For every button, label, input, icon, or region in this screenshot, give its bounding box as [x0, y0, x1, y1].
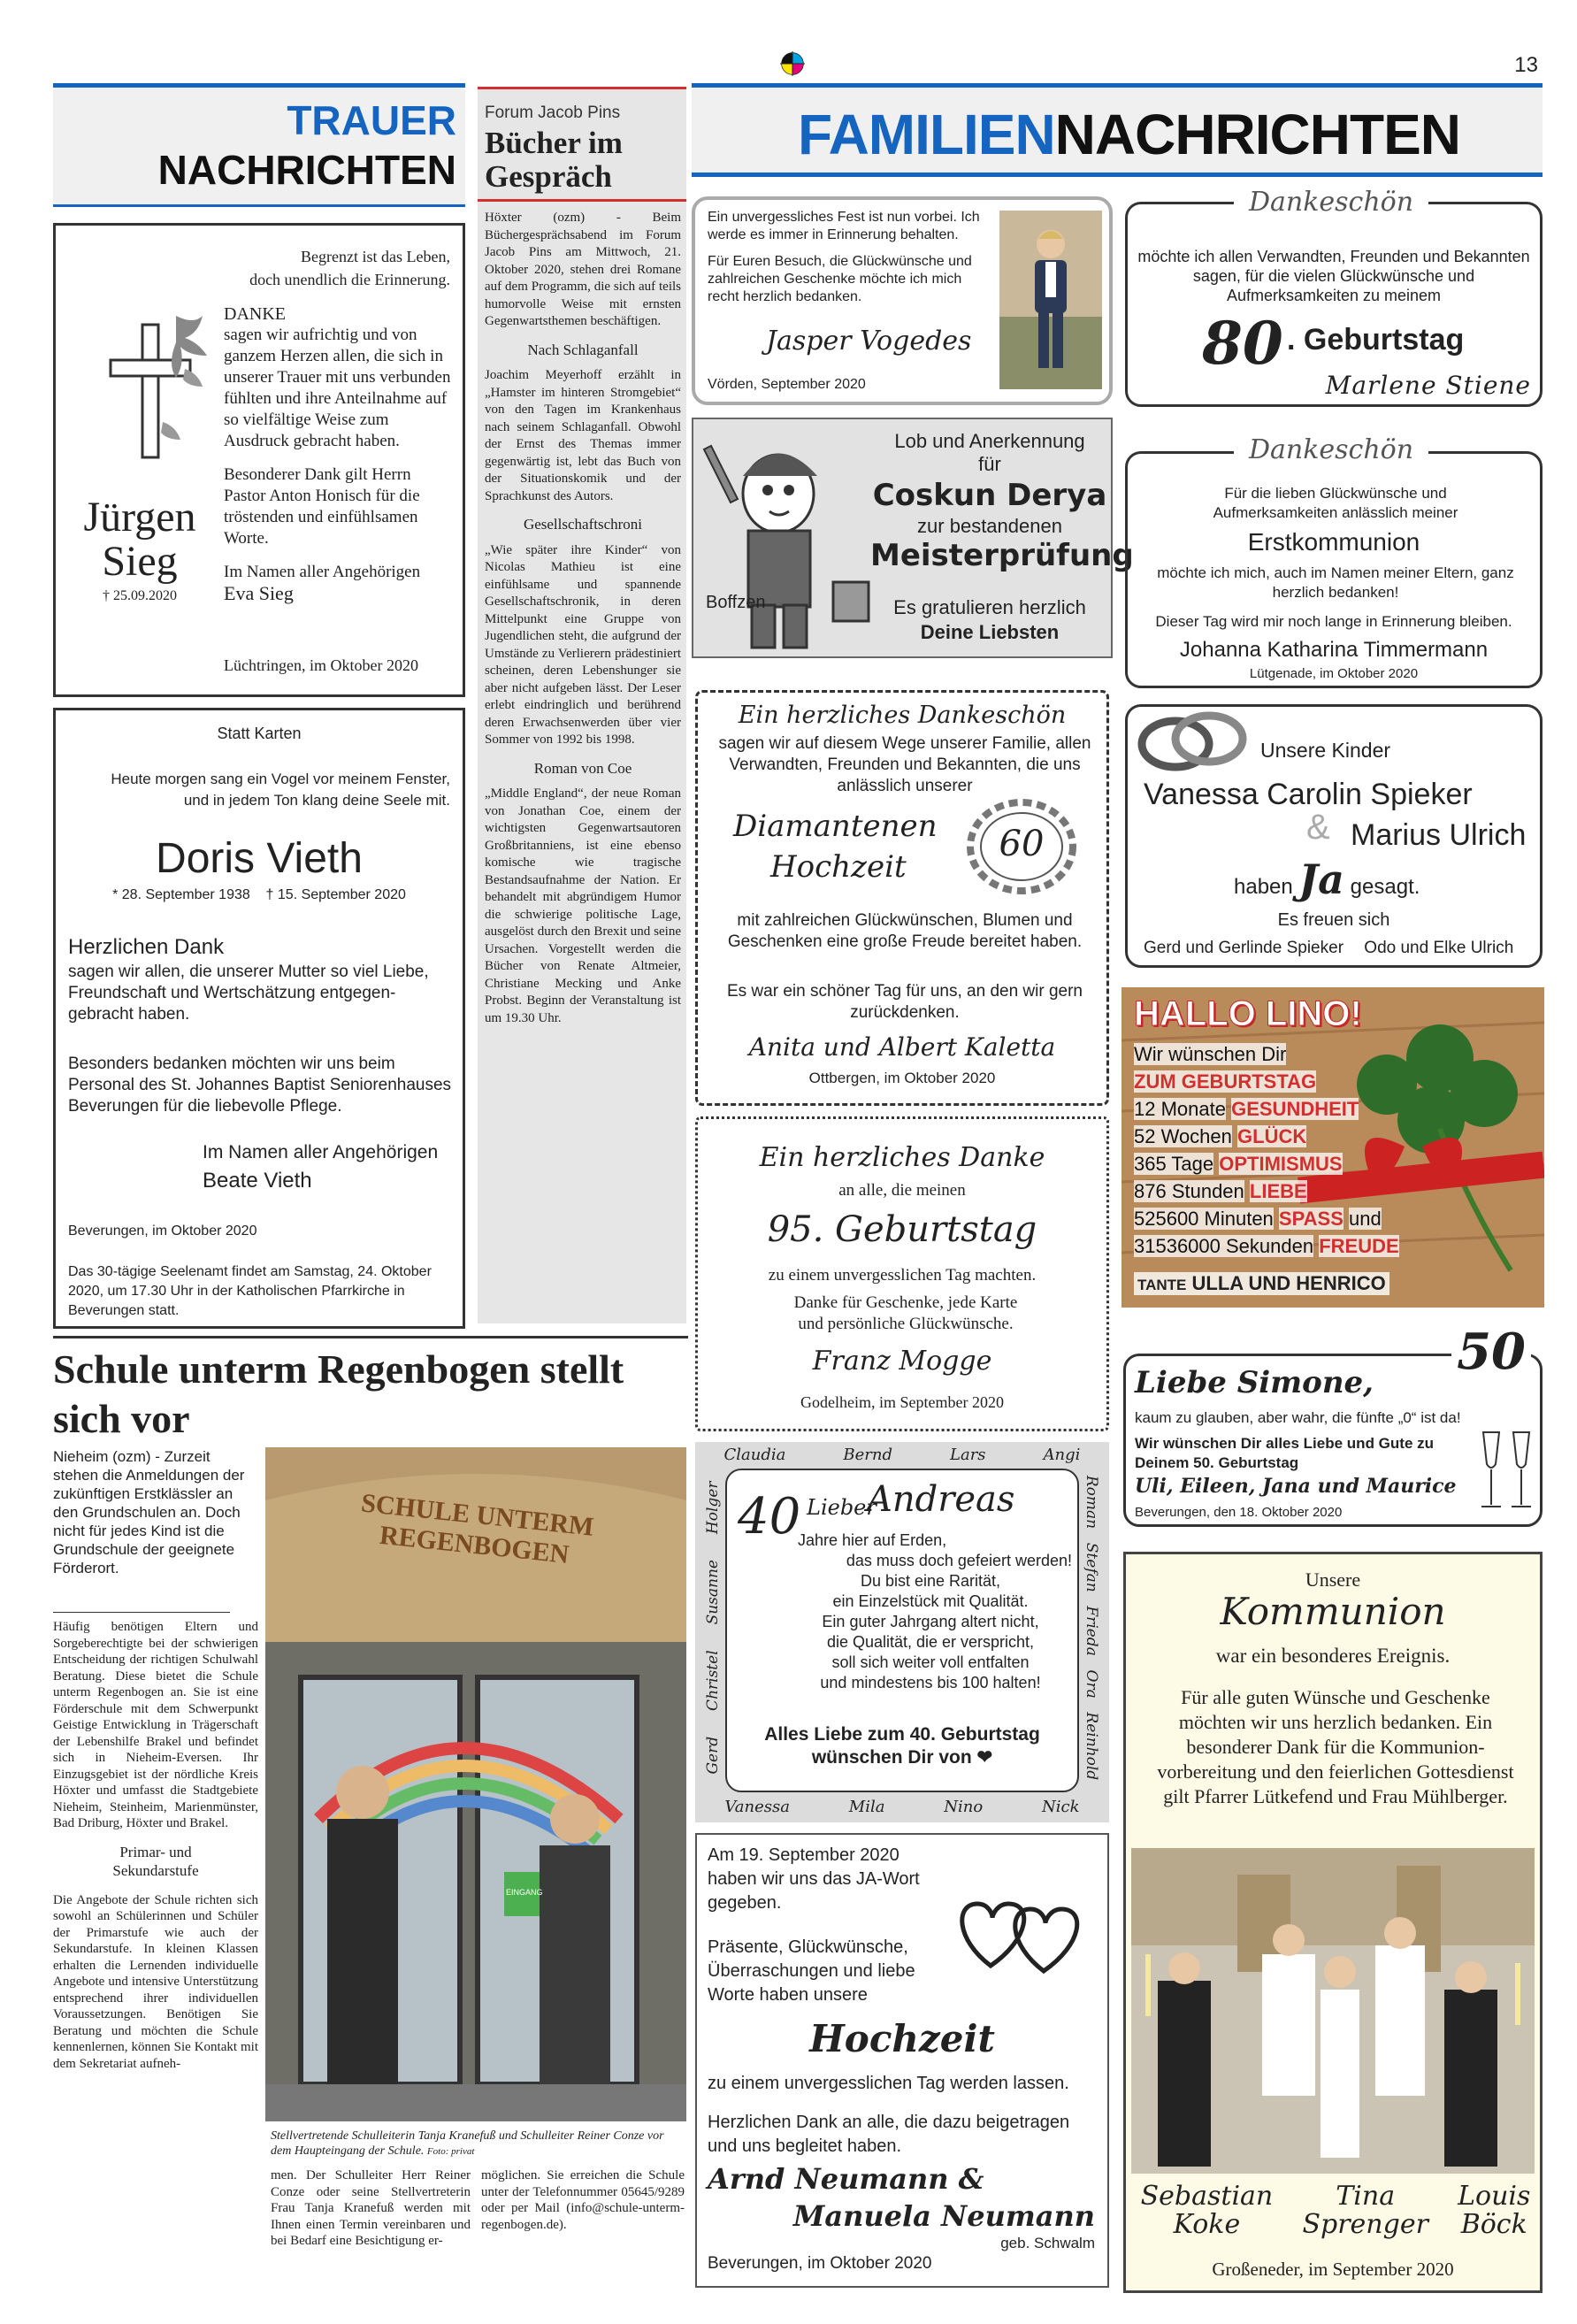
jasper-name: Jasper Vogedes [766, 326, 972, 357]
mogge-event: 95. Geburtstag [767, 1209, 1037, 1250]
schule-sign: SCHULE UNTERM REGENBOGEN [359, 1488, 595, 1570]
marlene-name: Marlene Stiene [1325, 371, 1531, 400]
vieth-name: Doris Vieth [156, 835, 363, 882]
lino-lines [1134, 1040, 1399, 1260]
vieth-namens: Im Namen aller Angehörigen [203, 1142, 439, 1162]
vieth-quote: Heute morgen sang ein Vogel vor meinem Fenster, und in jedem Ton klang deine Seele mit. [111, 771, 450, 809]
andreas-lieber: Lieber [807, 1495, 877, 1520]
mogge-text-3: Danke für Geschenke, jede Karte und persönliche Glückwünsche. [793, 1293, 1018, 1333]
vieth-dank-title: Herzlichen Dank [68, 935, 225, 959]
ad-simone [1123, 1323, 1543, 1527]
article-rule [53, 1336, 688, 1338]
hearts-icon [955, 1886, 1088, 1983]
mogge-header: Ein herzliches Danke [759, 1142, 1045, 1173]
kommunion-sub: war ein besonderes Ereignis. [1215, 1645, 1451, 1667]
vieth-dank-body: sagen wir allen, die unserer Mutter so viel Liebe, Freundschaft und Wertschätzung entgegen-gebracht haben. [68, 963, 429, 1024]
kommunion-names [1126, 2182, 1545, 2239]
coskun-left: Boffzen [706, 593, 766, 612]
sieg-quote: Begrenzt ist das Leben, doch unendlich die Erinnerung. [249, 248, 450, 288]
jasper-photo [999, 211, 1102, 389]
schule-photo [265, 1447, 686, 2121]
jasper-place: Vörden, September 2020 [708, 377, 866, 392]
ad-johanna [1125, 434, 1543, 688]
lino-sign: TANTE ULLA UND HENRICO [1134, 1272, 1389, 1295]
lino-line: 31536000 Sekunden FREUDE [1134, 1235, 1399, 1257]
kommunion-child: Sebastian Koke [1140, 2181, 1274, 2240]
schule-col-2: men. Der Schulleiter Herr Reiner Conze oder seine Stellvertreterin Frau Tanja Kranefuß werden mit Ihnen einen Termin vereinbaren und bei Bedarf eine Besichtigung er- [271, 2168, 471, 2248]
hochzeit-text-2: Präsente, Glückwünsche, Überraschungen und liebe Worte haben unsere [708, 1937, 915, 2005]
spieker-intro: Unsere Kinder [1260, 739, 1391, 762]
vieth-dank-body-2: Besonders bedanken möchten wir uns beim Personal des St. Johannes Baptist Seniorenhauses Beverungen für die liebevolle Pflege. [68, 1055, 452, 1116]
forum-divider [478, 199, 686, 202]
spieker-name-1: Vanessa Carolin Spieker [1144, 778, 1473, 811]
schule-title: Schule unterm Regenbogen stellt sich vor [53, 1346, 624, 1441]
jasper-text: Ein unvergessliches Fest ist nun vorbei. Ich werde es immer in Erinnerung behalten. Für Euren Besuch, die Glückwünsche und zahlreichen Geschenke möchte ich mich recht herzlich bedanken. [708, 210, 980, 304]
schule-door-sign: EINGANG [506, 1888, 543, 1897]
spieker-parents: Gerd und Gerlinde Spieker Odo und Elke Ulrich [1144, 939, 1514, 957]
andreas-card [725, 1469, 1079, 1792]
spieker-freuen: Es freuen sich [1277, 910, 1390, 930]
sieg-place: Lüchtringen, im Oktober 2020 [224, 656, 418, 674]
andreas-wish: Alles Liebe zum 40. Geburtstag wünschen Dir von ❤ [764, 1724, 1040, 1768]
simone-wish: Wir wünschen Dir alles Liebe und Gute zu Deinem 50. Geburtstag [1135, 1435, 1435, 1471]
johanna-event: Erstkommunion [1247, 528, 1420, 556]
champagne-icon [1476, 1427, 1538, 1515]
vieth-dates: * 28. September 1938 † 15. September 2020 [112, 887, 406, 902]
andreas-left-names: Gerd Christel Susanne Holger [704, 1481, 722, 1775]
ad-lino [1122, 987, 1544, 1308]
johanna-text: Für die lieben Glückwünsche und Aufmerksamkeiten anlässlich meiner [1213, 485, 1458, 521]
ad-hochzeit [695, 1833, 1109, 2288]
hochzeit-event: Hochzeit [809, 2017, 995, 2060]
marlene-num: 80 [1202, 309, 1283, 378]
schule-lead: Nieheim (ozm) - Zurzeit stehen die Anmeldungen der zukünftigen Erstklässler an den Grundschulen an. Doch nicht für jedes Kind ist die Grundschule der geeignete Förderort. [53, 1448, 245, 1576]
simone-place: Beverungen, den 18. Oktober 2020 [1135, 1505, 1343, 1520]
lead-rule [53, 1612, 230, 1613]
forum-column [478, 87, 686, 1323]
kommunion-text: Für alle guten Wünsche und Geschenke möchten wir uns herzlich bedanken. Ein besonderer Dank für die Kommunion-vorbereitung und den feierlichen Gottesdienst gilt Pfarrer Lütkefend und Frau Mühlberger. [1157, 1686, 1514, 1807]
diamant-header: Ein herzliches Dankeschön [738, 702, 1067, 729]
diamant-text: sagen wir auf diesem Wege unserer Familie, allen Verwandten, Freunden und Bekannten, die uns anlässlich unserer [718, 734, 1091, 795]
marlene-birthday: . Geburtstag [1287, 323, 1465, 357]
worker-icon [700, 432, 877, 658]
andreas-right-names: Roman Stefan Frieda Ora Reinhold [1083, 1475, 1100, 1781]
mogge-text: an alle, die meinen [838, 1181, 966, 1200]
mogge-place: Godelheim, im September 2020 [800, 1393, 1004, 1411]
hochzeit-text-1: Am 19. September 2020 haben wir uns das JA-Wort gegeben. [708, 1845, 920, 1913]
simone-num: 50 [1451, 1323, 1531, 1381]
lino-line: Wir wünschen Dir [1134, 1043, 1287, 1065]
sieg-death-date: † 25.09.2020 [103, 588, 177, 603]
lino-line: 876 Stunden LIEBE [1134, 1180, 1307, 1202]
kommunion-photo [1131, 1848, 1535, 2174]
forum-body: Höxter (ozm) - Beim Büchergesprächsabend im Forum Jacob Pins am Mittwoch, 21. Oktober 2020, stehen drei Romane auf dem Programm, die sich auf teils humorvolle Weise mit ernsten Gegenwartsthemen beschäftigen. Nach Schlaganfall Joachim Meyerhoff erzählt in „Hamster im hinteren Stromgebiet“ von den Tagen im Krankenhaus nach seinem Schlaganfall. Obwohl der Ernst des Themas immer gegenwärtig ist, lebt das Buch von der Situationskomik und der Sprachkunst des Autors. Gesellschaftschroni „Wie später ihre Kinder“ von Nicolas Mathieu ist eine einfühlsame und spannende Gesellschaftschronik, in deren Mittelpunkt eine Gruppe von Jugendlichen steht, die aufgrund der Umstände zu Verlierern prädestiniert scheinen, deren Lebenshunger sie aber nicht aufgeben lässt. Der Leser erlebt eindringlich und berührend deren Erwachsenwerden über vier Sommer von 1992 bis 1998. Roman von Coe „Middle England“, der neue Roman von Jonathan Coe, einem der wichtigsten Gegenwartsautoren Großbritanniens, ist eine ebenso komische wie tragische Bestandsaufnahme der Nation. Er behandelt mit abgründigem Humor die schwierige politische Lage, ausgelöst durch den Brexit und seine Ursachen. Vorgestellt werden die Bücher von Renate Altmeier, Christiane Mecking und Anke Probst. Beginn der Veranstaltung ist um 19.30 Uhr. [485, 211, 681, 1025]
hochzeit-text-4: Herzlichen Dank an alle, die dazu beigetragen und uns begleitet haben. [708, 2113, 1070, 2156]
diamant-place: Ottbergen, im Oktober 2020 [808, 1070, 996, 1086]
sieg-first-name: Jürgen [83, 494, 196, 541]
diamant-text-2: mit zahlreichen Glückwünschen, Blumen und Geschenken eine große Freude bereitet haben. [727, 911, 1083, 951]
hochzeit-place: Beverungen, im Oktober 2020 [708, 2254, 932, 2273]
schule-col-3: möglichen. Sie erreichen die Schule unter der Telefonnummer 05645/9289 oder per Mail (info@schule-unterm-regenbogen.de). [481, 2168, 685, 2232]
andreas-top-names: Claudia Bernd Lars Angi [723, 1446, 1081, 1464]
vieth-signer: Beate Vieth [203, 1169, 312, 1193]
andreas-name: Andreas [867, 1479, 1015, 1520]
kommunion-unsere: Unsere [1305, 1569, 1361, 1591]
simone-text: kaum zu glauben, aber wahr, die fünfte „0“ ist da! [1135, 1409, 1461, 1426]
forum-title: Bücher im Gespräch [485, 126, 623, 194]
ad-diamant [695, 690, 1109, 1106]
johanna-text-3: Dieser Tag wird mir noch lange in Erinnerung bleiben. [1155, 613, 1512, 630]
trauer-title-2: NACHRICHTEN [157, 147, 456, 193]
familien-header [692, 83, 1543, 177]
andreas-poem: Jahre hier auf Erden, das muss doch gefeiert werden! Du bist eine Rarität, ein Einzelstück mit Qualität. Ein guter Jahrgang altert nicht, die Qualität, die er verspricht, soll sich weiter voll entfalten und mindestens bis 100 halten! [798, 1531, 1072, 1691]
ad-spieker [1125, 704, 1543, 968]
andreas-num: 40 [738, 1488, 801, 1545]
kommunion-child: Louis Böck [1458, 2181, 1531, 2240]
ad-kommunion [1123, 1552, 1543, 2293]
lino-title: HALLO LINO! [1134, 994, 1362, 1033]
cross-icon [88, 298, 220, 475]
lino-line: ZUM GEBURTSTAG [1134, 1070, 1317, 1093]
hochzeit-geb: geb. Schwalm [1000, 2235, 1095, 2251]
hochzeit-name-1: Arnd Neumann & [708, 2162, 984, 2196]
johanna-place: Lütgenade, im Oktober 2020 [1249, 666, 1419, 681]
spieker-name-2: Marius Ulrich [1351, 818, 1527, 852]
schule-article [53, 1336, 688, 2300]
mogge-name: Franz Mogge [812, 1346, 992, 1377]
wreath-icon [960, 794, 1083, 900]
trauer-title-1: TRAUER [287, 97, 456, 143]
familien-title: FAMILIENNACHRICHTEN [798, 103, 1460, 166]
obituary-vieth [53, 708, 465, 1329]
spieker-haben: haben Ja gesagt. [1234, 855, 1420, 903]
kommunion-title: Kommunion [1220, 1590, 1446, 1633]
simone-title: Liebe Simone, [1135, 1365, 1374, 1400]
ad-mogge [695, 1116, 1109, 1431]
kommunion-place: Großeneder, im September 2020 [1212, 2259, 1454, 2280]
diamant-names: Anita und Albert Kaletta [748, 1032, 1056, 1062]
trauer-header [53, 83, 465, 207]
rings-icon [1135, 707, 1250, 778]
sieg-last-name: Sieg [102, 538, 178, 585]
lino-line: 12 Monate GESUNDHEIT [1134, 1098, 1359, 1120]
simone-names: Uli, Eileen, Jana und Maurice [1135, 1475, 1457, 1498]
schule-col-1: Häufig benötigen Eltern und Sorgeberechtigte bei der schwierigen Entscheidung der richtigen Schulwahl Beratung. Diese bietet die Schule unterm Regenbogen an. Sie ist eine Förderschule mit dem Schwerpunkt Geistige Entwicklung in Trägerschaft der Lebenshilfe Brakel und befindet sich in Nieheim-Eversen. Ihr Einzugsgebiet ist der nördliche Kreis Höxter und umfasst die Stadtgebiete Nieheim, Steinheim, Marienmünster, Bad Driburg, Höxter und Brakel. Primar- und Sekundarstufe Die Angebote der Schule richten sich sowohl an Schülerinnen und Schüler der Primarstufe wie auch der Sekundarstufe. In kleinen Klassen erhalten die Lernenden individuelle Angebote und intensive Unterstützung entsprechend ihrer individuellen Voraussetzungen. Benötigen Sie Beratung und möchten die Schule kennenlernen, können Sie Kontakt mit dem Sekretariat aufneh- [53, 1620, 258, 2071]
page-number: 13 [1514, 53, 1538, 77]
diamant-num: 60 [999, 824, 1045, 864]
forum-kicker: Forum Jacob Pins [485, 104, 621, 122]
coskun-greet: Es gratulieren herzlich Deine Liebsten [893, 596, 1086, 643]
registration-mark [780, 51, 805, 76]
kommunion-child: Tina Sprenger [1302, 2181, 1428, 2240]
sieg-text: DANKE sagen wir aufrichtig und von ganzem Herzen allen, die sich in unserer Trauer mit uns verbunden fühlten und ihre Anteilnahme auf so vielfältige Weise zum Ausdruck gebracht haben. Besonderer Dank gilt Herrn Pastor Anton Honisch für die tröstenden und einfühlsamen Worte. Im Namen aller Angehörigen Eva Sieg [224, 304, 451, 604]
hochzeit-name-2: Manuela Neumann [792, 2199, 1095, 2233]
spieker-amp: & [1306, 808, 1330, 847]
ad-jasper [692, 196, 1113, 405]
johanna-header: Dankeschön [1234, 434, 1428, 465]
marlene-text: möchte ich allen Verwandten, Freunden und Bekannten sagen, für die vielen Glückwünsche und Aufmerksamkeiten zu meinem [1137, 248, 1530, 304]
andreas-bottom-names: Vanessa Mila Nino Nick [724, 1798, 1080, 1816]
ad-andreas [695, 1442, 1109, 1822]
johanna-name: Johanna Katharina Timmermann [1179, 638, 1489, 662]
vieth-seelenamt: Das 30-tägige Seelenamt findet am Samstag, 24. Oktober 2020, um 17.30 Uhr in der Katholischen Pfarrkirche in Beverungen statt. [68, 1264, 432, 1318]
vieth-statt: Statt Karten [217, 725, 302, 742]
lino-line: 525600 Minuten SPASS und [1134, 1208, 1382, 1230]
hochzeit-text-3: zu einem unvergesslichen Tag werden lassen. [708, 2074, 1069, 2093]
ad-marlene [1125, 187, 1543, 407]
diamant-event: Diamantenen Hochzeit [733, 809, 938, 885]
ad-coskun [692, 418, 1134, 658]
vieth-place: Beverungen, im Oktober 2020 [68, 1223, 257, 1239]
coskun-text: Lob und Anerkennung für Coskun Derya zur bestandenen Meisterprüfung [870, 430, 1134, 573]
lino-line: 52 Wochen GLÜCK [1134, 1125, 1307, 1147]
marlene-header: Dankeschön [1234, 187, 1428, 218]
obituary-sieg [53, 223, 465, 697]
diamant-text-3: Es war ein schöner Tag für uns, an den wir gern zurückdenken. [726, 982, 1083, 1022]
johanna-text-2: möchte ich mich, auch im Namen meiner Eltern, ganz herzlich bedanken! [1157, 564, 1514, 601]
mogge-text-2: zu einem unvergesslichen Tag machten. [768, 1266, 1037, 1285]
lino-line: 365 Tage OPTIMISMUS [1134, 1153, 1343, 1175]
schule-caption: Stellvertretende Schulleiterin Tanja Kranefuß und Schulleiter Reiner Conze vor dem Haupteingang der Schule. Foto: privat [271, 2129, 664, 2158]
